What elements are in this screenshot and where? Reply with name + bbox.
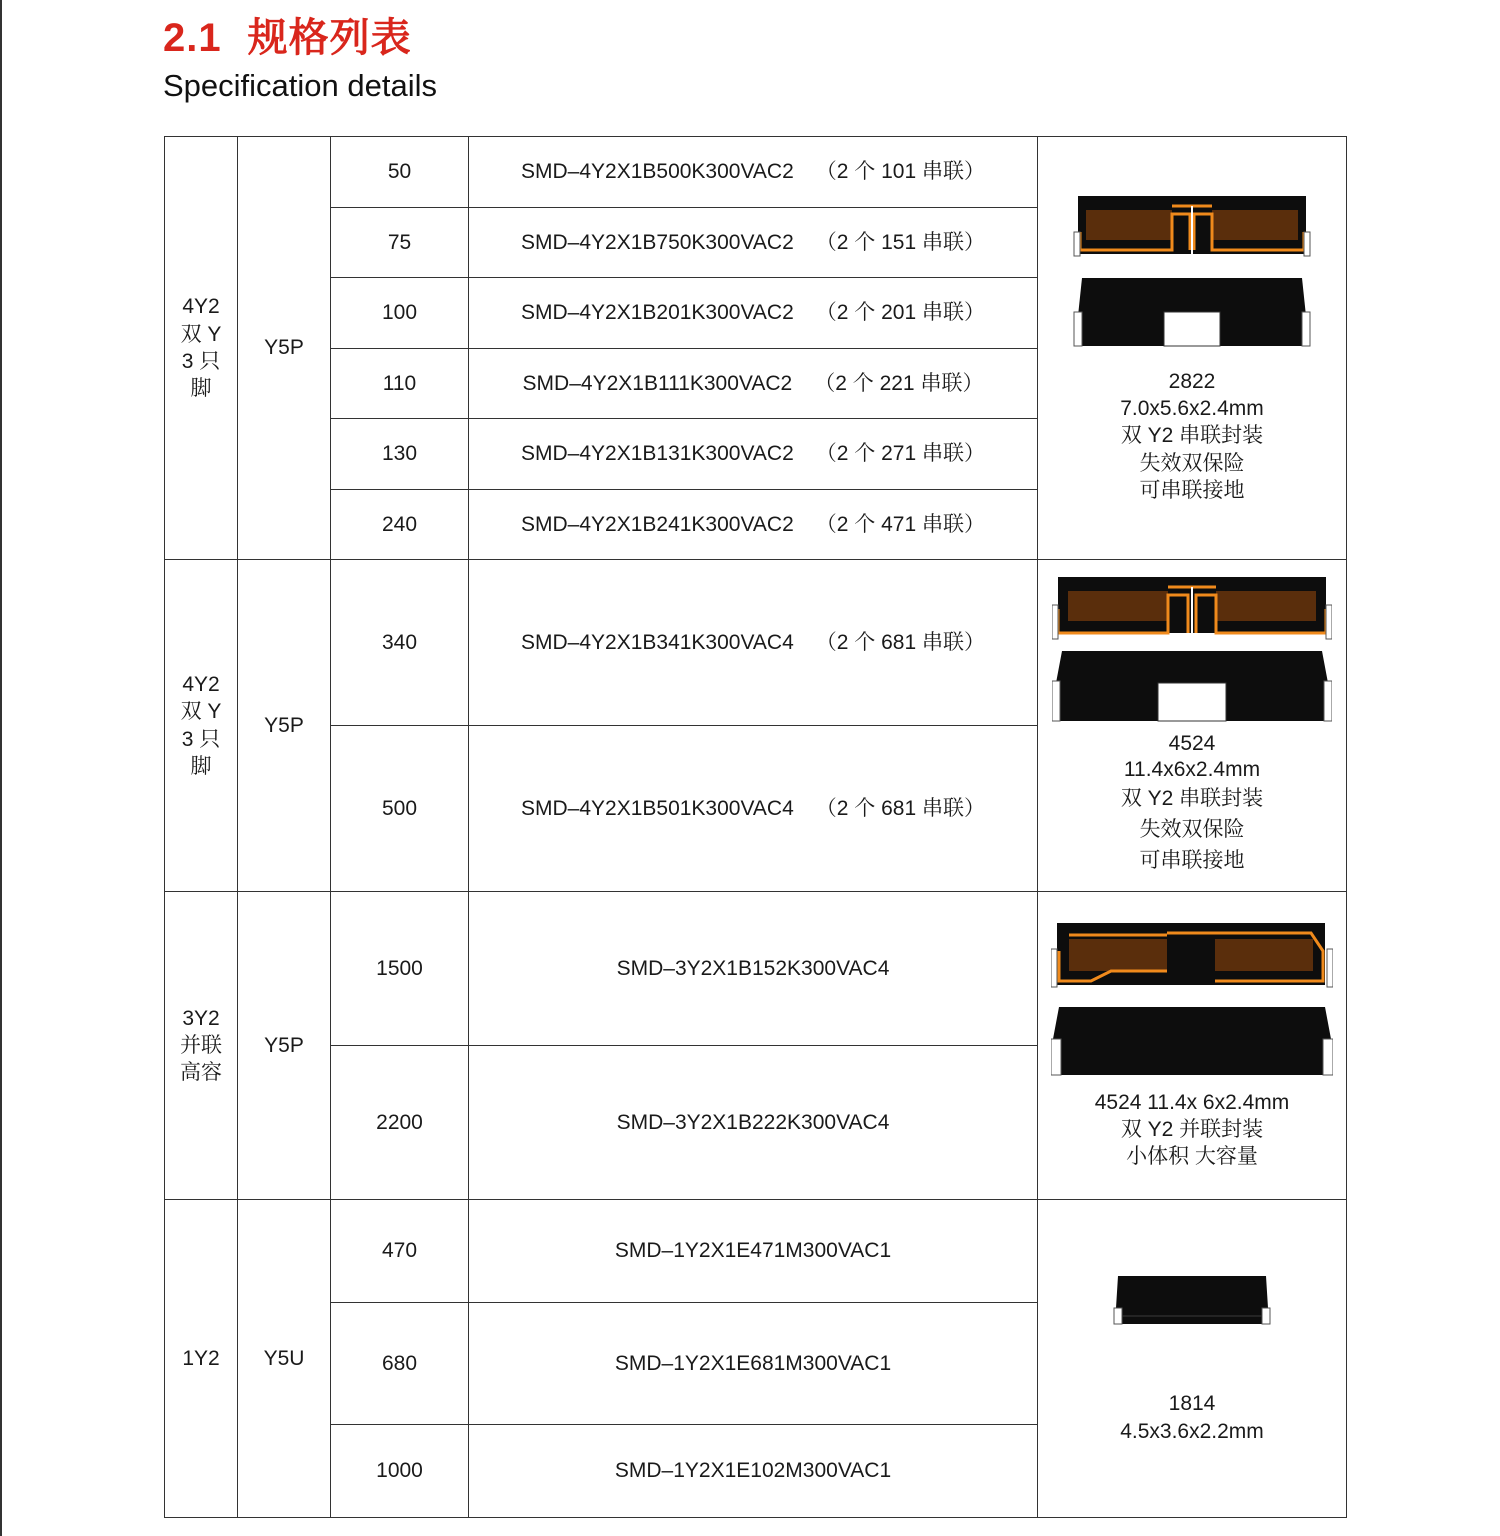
part-number: SMD–4Y2X1B131K300VAC2 bbox=[520, 442, 794, 466]
capacitance-cell: 2200 bbox=[331, 1046, 469, 1200]
capacitance-cell: 680 bbox=[331, 1303, 469, 1425]
package-size-code: 4524 bbox=[1168, 732, 1216, 755]
package-dimensions: 4.5x3.6x2.2mm bbox=[1120, 1419, 1264, 1443]
capacitance-cell: 240 bbox=[331, 490, 469, 560]
package-cell bbox=[1038, 1200, 1347, 1518]
section-title-text: 规格列表 bbox=[247, 16, 412, 60]
capacitance-cell: 470 bbox=[331, 1200, 469, 1303]
package-feature: 失效双保险 bbox=[1139, 818, 1245, 841]
part-number-cell bbox=[469, 726, 1038, 892]
series-note: （2 个 681 串联） bbox=[815, 630, 986, 654]
capacitance-cell: 500 bbox=[331, 726, 469, 892]
type-line: 并联 bbox=[180, 1033, 222, 1057]
part-number: SMD–4Y2X1B201K300VAC2 bbox=[520, 301, 794, 325]
part-number-cell bbox=[469, 137, 1038, 208]
section-number: 2.1 bbox=[163, 16, 222, 60]
type-cell bbox=[165, 137, 238, 560]
section-title-cn bbox=[163, 10, 437, 66]
capacitor-series-4524-icon bbox=[1052, 575, 1332, 725]
capacitance-cell: 130 bbox=[331, 419, 469, 490]
table-row bbox=[165, 1200, 1347, 1303]
package-size-code: 1814 bbox=[1168, 1392, 1216, 1416]
part-number-cell: SMD–1Y2X1E102M300VAC1 bbox=[469, 1425, 1038, 1518]
part-number: SMD–4Y2X1B501K300VAC4 bbox=[520, 796, 794, 820]
type-line: 3 只 bbox=[181, 350, 221, 373]
part-number-cell: SMD–3Y2X1B152K300VAC4 bbox=[469, 892, 1038, 1046]
type-line: 4Y2 bbox=[182, 672, 220, 696]
type-line: 双 Y bbox=[180, 322, 222, 346]
table-row bbox=[165, 560, 1347, 726]
capacitor-parallel-4524-icon bbox=[1051, 921, 1333, 1079]
series-note: （2 个 201 串联） bbox=[815, 301, 986, 325]
capacitance-cell: 75 bbox=[331, 208, 469, 278]
package-feature: 双 Y2 串联封装 bbox=[1120, 424, 1264, 448]
part-number-cell: SMD–1Y2X1E471M300VAC1 bbox=[469, 1200, 1038, 1303]
package-size-code: 4524 11.4x 6x2.4mm bbox=[1094, 1090, 1290, 1114]
type-line: 高容 bbox=[180, 1061, 222, 1085]
part-number-cell: SMD–3Y2X1B222K300VAC4 bbox=[469, 1046, 1038, 1200]
specification-table bbox=[164, 136, 1347, 1518]
part-number-cell bbox=[469, 490, 1038, 560]
type-cell bbox=[165, 560, 238, 892]
section-heading bbox=[163, 10, 437, 106]
dielectric-cell: Y5P bbox=[238, 892, 331, 1200]
left-edge-rule bbox=[0, 0, 2, 1536]
part-number-cell bbox=[469, 560, 1038, 726]
table-row bbox=[165, 137, 1347, 208]
table-row bbox=[165, 892, 1347, 1046]
type-line: 3 只 bbox=[181, 727, 221, 751]
part-number-cell bbox=[469, 208, 1038, 278]
dielectric-cell: Y5P bbox=[238, 137, 331, 560]
part-number: SMD–4Y2X1B750K300VAC2 bbox=[520, 230, 794, 254]
dielectric-cell: Y5U bbox=[238, 1200, 331, 1518]
part-number: SMD–4Y2X1B241K300VAC2 bbox=[520, 512, 794, 536]
series-note: （2 个 221 串联） bbox=[814, 371, 984, 395]
series-note: （2 个 101 串联） bbox=[815, 160, 986, 184]
series-note: （2 个 271 串联） bbox=[815, 442, 986, 466]
package-feature: 可串联接地 bbox=[1139, 478, 1245, 502]
part-number: SMD–4Y2X1B341K300VAC4 bbox=[520, 630, 794, 654]
type-line: 3Y2 bbox=[182, 1006, 220, 1030]
type-line: 4Y2 bbox=[182, 295, 220, 319]
type-line: 脚 bbox=[190, 754, 212, 778]
part-number-cell: SMD–1Y2X1E681M300VAC1 bbox=[469, 1303, 1038, 1425]
package-cell bbox=[1038, 137, 1347, 560]
capacitance-cell: 1000 bbox=[331, 1425, 469, 1518]
type-cell bbox=[165, 892, 238, 1200]
part-number: SMD–4Y2X1B111K300VAC2 bbox=[522, 371, 793, 395]
series-note: （2 个 681 串联） bbox=[815, 796, 986, 820]
type-cell: 1Y2 bbox=[165, 1200, 238, 1518]
type-line: 脚 bbox=[190, 377, 212, 401]
capacitance-cell: 100 bbox=[331, 278, 469, 349]
capacitance-cell: 110 bbox=[331, 349, 469, 419]
package-feature: 小体积 大容量 bbox=[1126, 1145, 1258, 1169]
package-dimensions: 7.0x5.6x2.4mm bbox=[1120, 397, 1264, 421]
capacitance-cell: 50 bbox=[331, 137, 469, 208]
capacitance-cell: 340 bbox=[331, 560, 469, 726]
package-feature: 双 Y2 串联封装 bbox=[1120, 787, 1264, 810]
capacitor-1814-icon bbox=[1112, 1272, 1272, 1328]
capacitor-series-2822-icon bbox=[1072, 192, 1312, 350]
part-number-cell bbox=[469, 419, 1038, 490]
type-line: 双 Y bbox=[180, 700, 222, 724]
package-size-code: 2822 bbox=[1168, 369, 1216, 393]
capacitance-cell: 1500 bbox=[331, 892, 469, 1046]
part-number-cell bbox=[469, 278, 1038, 349]
section-title-en: Specification details bbox=[163, 68, 437, 103]
dielectric-cell: Y5P bbox=[238, 560, 331, 892]
package-feature: 可串联接地 bbox=[1139, 849, 1245, 872]
package-dimensions: 11.4x6x2.4mm bbox=[1123, 758, 1261, 781]
package-feature: 失效双保险 bbox=[1139, 451, 1245, 475]
series-note: （2 个 471 串联） bbox=[815, 512, 986, 536]
package-cell bbox=[1038, 892, 1347, 1200]
package-feature: 双 Y2 并联封装 bbox=[1120, 1117, 1264, 1141]
part-number-cell bbox=[469, 349, 1038, 419]
part-number: SMD–4Y2X1B500K300VAC2 bbox=[520, 160, 794, 184]
series-note: （2 个 151 串联） bbox=[815, 230, 986, 254]
package-cell bbox=[1038, 560, 1347, 892]
